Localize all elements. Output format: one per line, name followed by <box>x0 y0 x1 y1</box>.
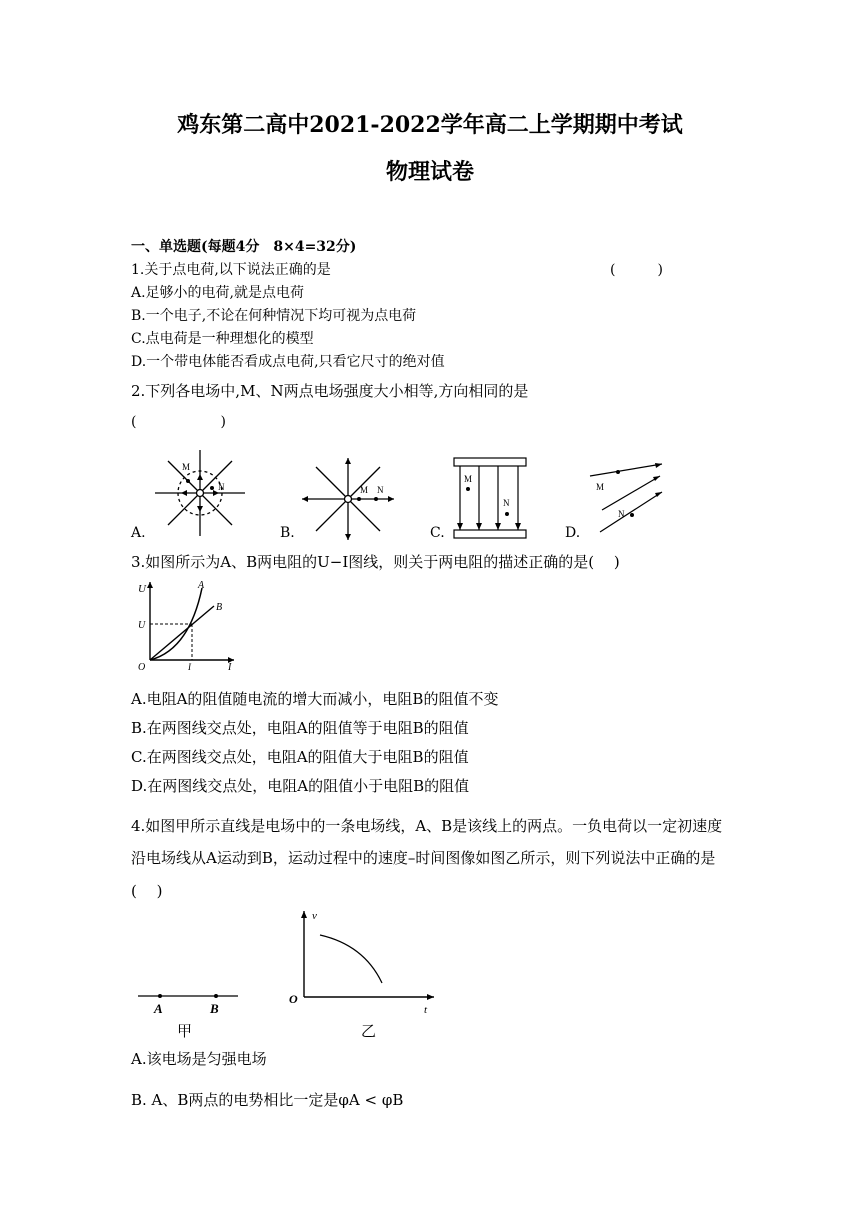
q3-stem: 3.如图所示为A、B两电阻的U−I图线，则关于两电阻的描述正确的是( ) <box>131 553 620 571</box>
q4-figure-yi-vt-graph <box>284 905 440 1017</box>
q4-option-a: A.该电场是匀强电场 <box>131 1050 267 1068</box>
q4-figure-yi-caption: 乙 <box>361 1022 377 1040</box>
q2-figure-d <box>588 462 666 534</box>
q4-figure-jia-caption: 甲 <box>177 1022 193 1040</box>
q2-figure-a <box>150 448 250 538</box>
q1-option-d: D.一个带电体能否看成点电荷,只看它尺寸的绝对值 <box>131 354 445 370</box>
section-heading: 一、单选题(每题4分 8×4=32分) <box>131 239 357 255</box>
svg-text:I: I <box>188 662 191 672</box>
q2-stem: 2.下列各电场中,M、N两点电场强度大小相等,方向相同的是 <box>131 382 529 400</box>
svg-text:N: N <box>618 509 625 519</box>
q1-stem: 1.关于点电荷,以下说法正确的是 <box>131 262 331 278</box>
svg-text:O: O <box>289 992 298 1006</box>
svg-text:U: U <box>138 583 146 595</box>
svg-text:N: N <box>377 485 384 495</box>
svg-text:N: N <box>503 498 510 508</box>
q2-answer-paren: ( ) <box>131 414 226 430</box>
q4-stem-line1: 4.如图甲所示直线是电场中的一条电场线，A、B是该线上的两点。一负电荷以一定初速度 <box>131 817 723 835</box>
q4-figure-jia-field-line <box>130 980 242 1016</box>
q2-label-a: A. <box>131 525 146 541</box>
svg-text:A: A <box>198 580 205 591</box>
q4-option-b: B. A、B两点的电势相比一定是φA < φB <box>131 1091 404 1109</box>
svg-text:M: M <box>464 474 473 484</box>
exam-subtitle: 物理试卷 <box>385 159 474 185</box>
q1-option-a: A.足够小的电荷,就是点电荷 <box>131 285 305 301</box>
q2-figure-c <box>452 456 528 542</box>
q3-option-b: B.在两图线交点处，电阻A的阻值等于电阻B的阻值 <box>131 719 469 737</box>
svg-text:B: B <box>210 1001 219 1016</box>
svg-text:t: t <box>424 1004 428 1016</box>
exam-title: 鸡东第二高中2021-2022学年高二上学期期中考试 <box>177 112 683 138</box>
q3-ui-graph <box>134 578 238 672</box>
svg-text:A: A <box>154 1001 163 1016</box>
q2-label-c: C. <box>430 525 445 541</box>
q3-option-d: D.在两图线交点处，电阻A的阻值小于电阻B的阻值 <box>131 777 470 795</box>
q4-answer-paren: ( ) <box>131 882 163 900</box>
q4-stem-line2: 沿电场线从A运动到B，运动过程中的速度–时间图像如图乙所示，则下列说法中正确的是 <box>131 849 716 867</box>
q1-option-b: B.一个电子,不论在何种情况下均可视为点电荷 <box>131 308 417 324</box>
q3-option-a: A.电阻A的阻值随电流的增大而减小，电阻B的阻值不变 <box>131 690 499 708</box>
svg-text:O: O <box>138 662 146 672</box>
svg-text:M: M <box>360 485 369 495</box>
svg-text:N: N <box>218 482 225 492</box>
svg-text:M: M <box>182 462 191 472</box>
svg-text:B: B <box>216 602 223 613</box>
svg-text:I: I <box>228 662 232 672</box>
q2-label-d: D. <box>565 525 581 541</box>
q2-figure-b <box>298 456 398 542</box>
q2-label-b: B. <box>280 525 295 541</box>
svg-text:U: U <box>138 620 146 631</box>
q1-answer-paren: ( ) <box>610 262 663 278</box>
q1-option-c: C.点电荷是一种理想化的模型 <box>131 331 314 347</box>
q3-option-c: C.在两图线交点处，电阻A的阻值大于电阻B的阻值 <box>131 748 469 766</box>
svg-text:M: M <box>596 482 605 492</box>
svg-text:v: v <box>312 910 317 922</box>
